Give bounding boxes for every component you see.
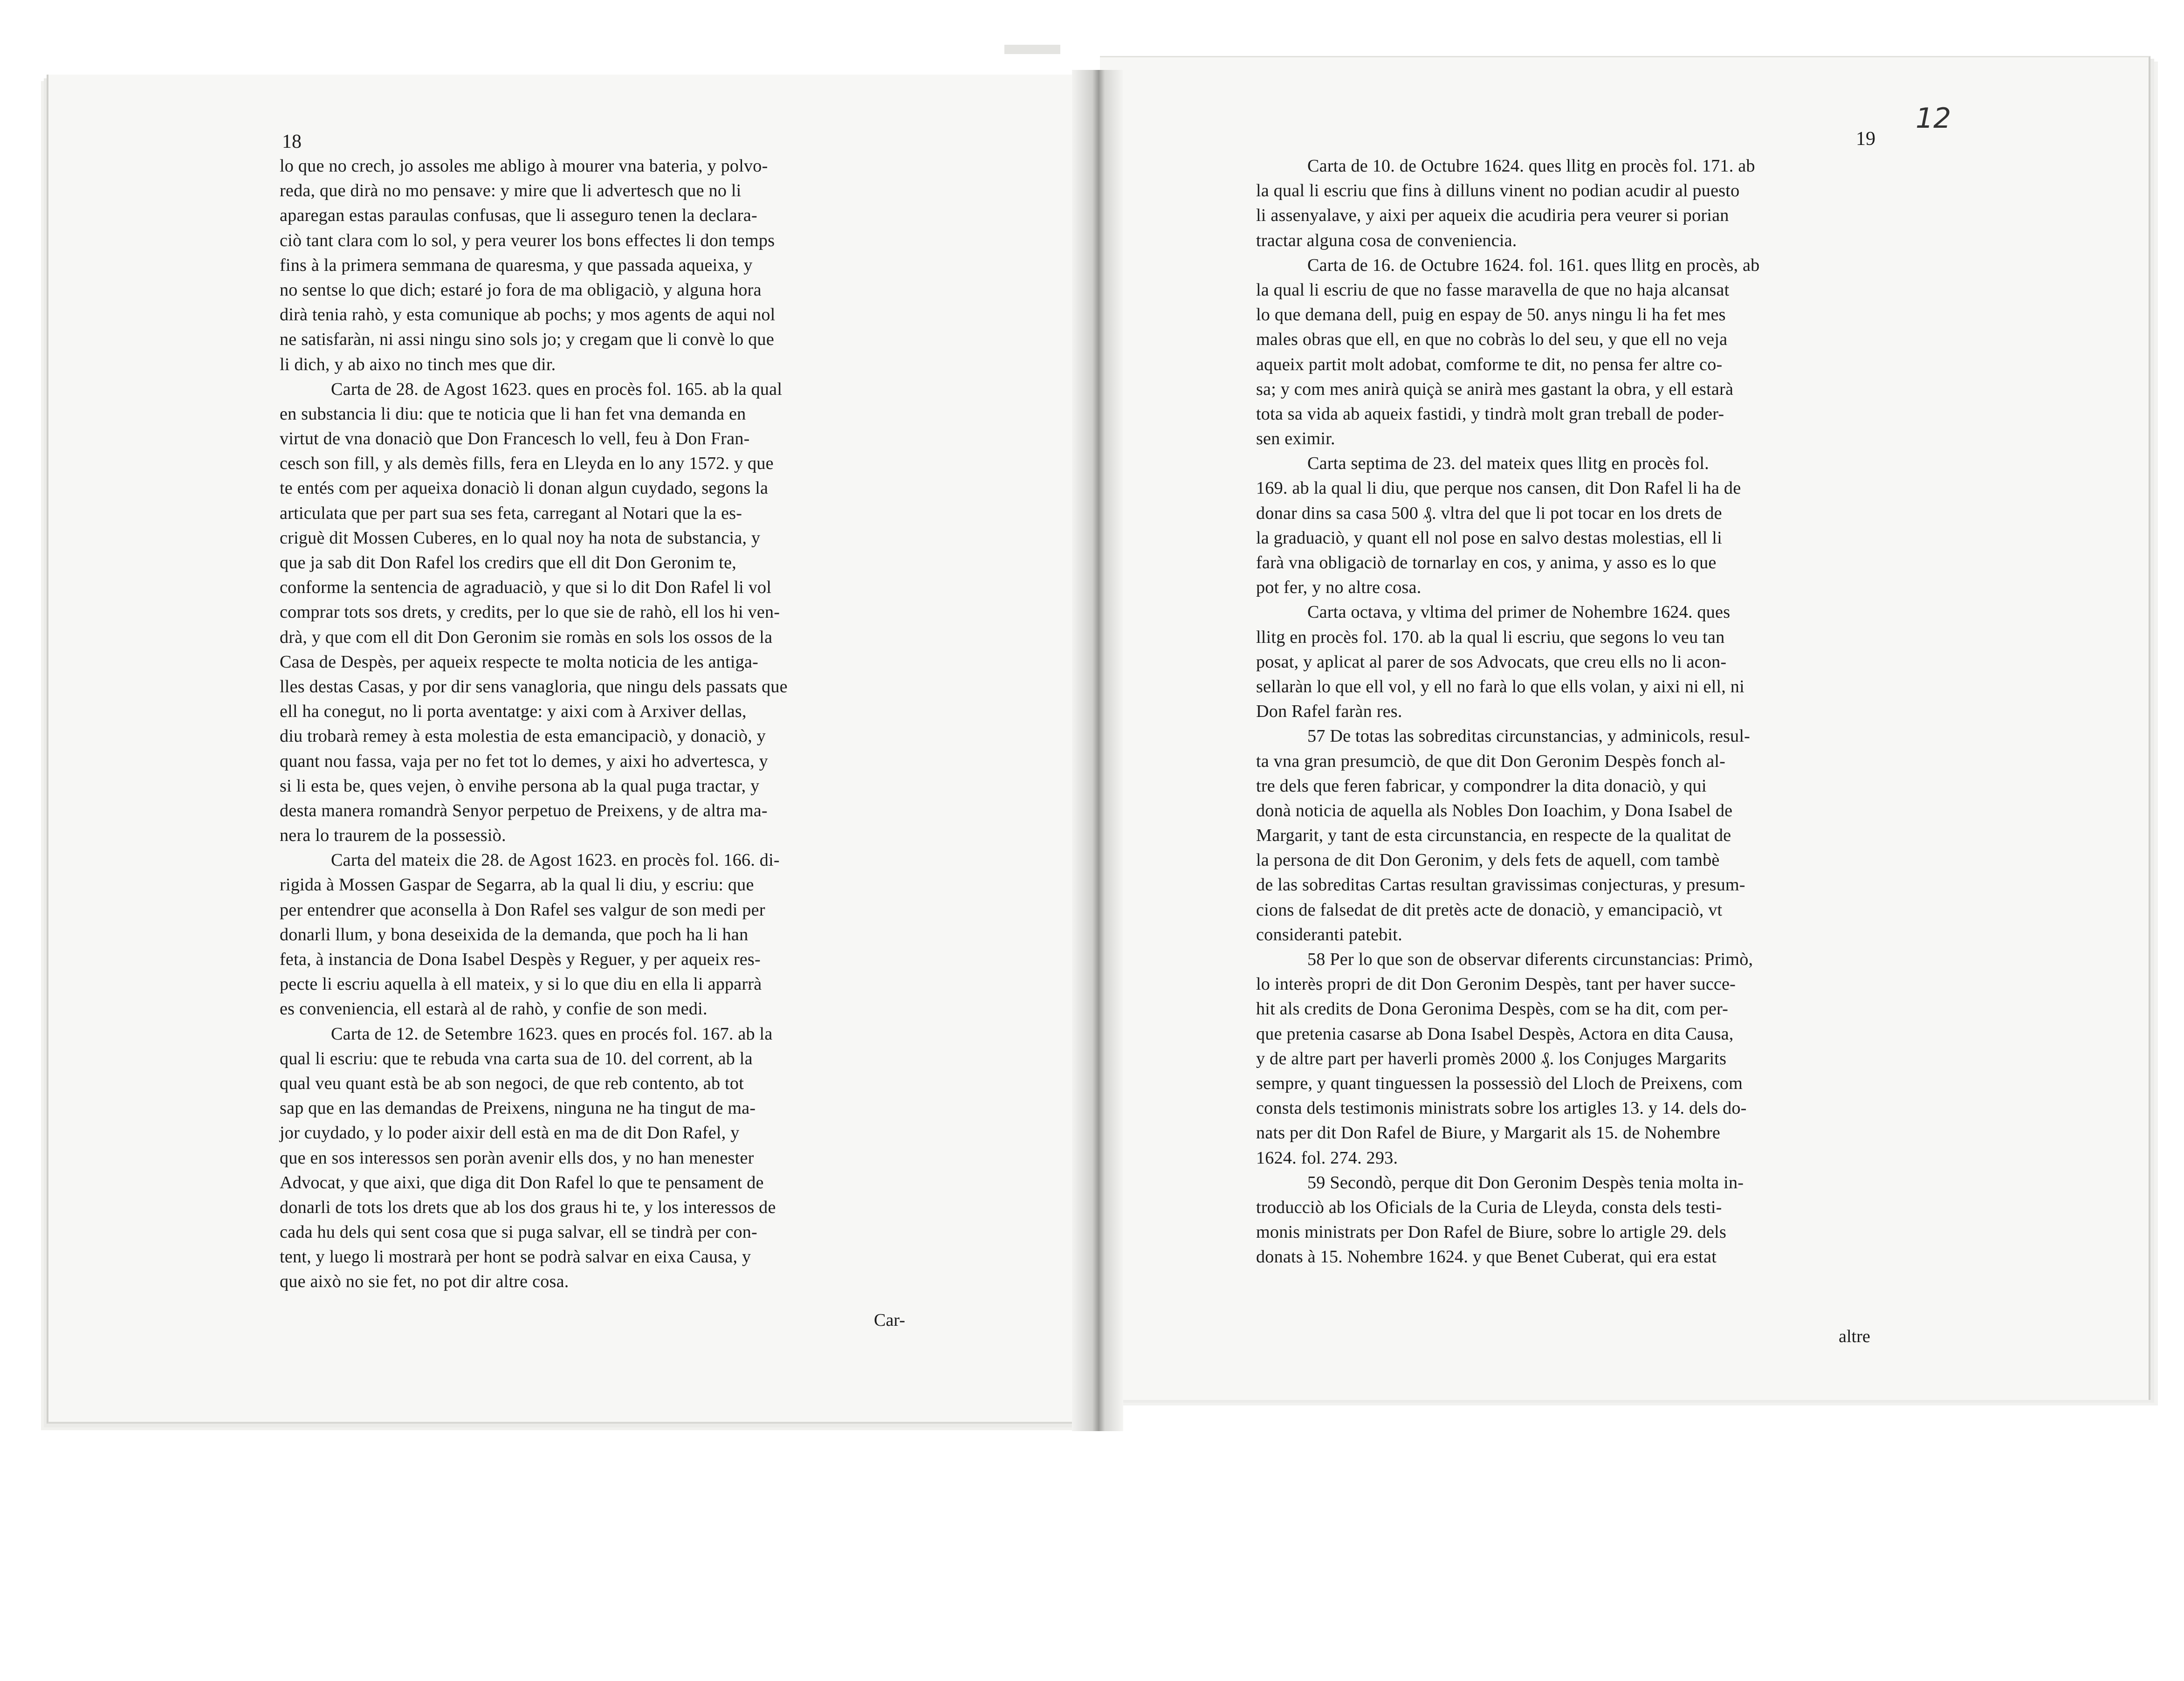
text-line: 58 Per lo que son de observar diferents circunstancias: Primò, [1307, 950, 1753, 969]
text-line: dirà tenia rahò, y esta comunique ab pochs; y mos agents de aqui nol [280, 305, 776, 325]
text-line: jor cuydado, y lo poder aixir dell està en ma de dit Don Rafel, y [280, 1123, 740, 1143]
text-line: aparegan estas paraulas confusas, que li asseguro tenen la declara- [280, 206, 757, 226]
text-line: ta vna gran presumciò, de que dit Don Geronim Despès fonch al- [1256, 751, 1726, 771]
text-line: quant nou fassa, vaja per no fet tot lo demes, y aixi ho advertesca, y [280, 751, 768, 771]
text-line: que ja sab dit Don Rafel los credirs que ell dit Don Geronim te, [280, 553, 736, 572]
page-number-right: 19 [1856, 128, 1875, 150]
text-line: que en sos interessos sen poràn avenir ells dos, y no han menester [280, 1148, 754, 1168]
text-line: Margarit, y tant de esta circunstancia, en respecte de la qualitat de [1256, 826, 1731, 846]
text-line: males obras que ell, en que no cobràs lo del seu, y que ell no veja [1256, 330, 1728, 350]
text-line: qual veu quant està be ab son negoci, de que reb contento, ab tot [280, 1073, 744, 1093]
text-line: ell ha conegut, no li porta aventatge: y aixi com à Arxiver dellas, [280, 702, 747, 722]
text-line: tre dels que feren fabricar, y compondrer la dita donaciò, y qui [1256, 776, 1707, 796]
text-line: farà vna obligaciò de tornarlay en cos, y anima, y asso es lo que [1256, 553, 1717, 572]
text-line: 59 Secondò, perque dit Don Geronim Despès tenia molta in- [1307, 1172, 1744, 1192]
text-line: Advocat, y que aixi, que diga dit Don Rafel lo que te pensament de [280, 1172, 764, 1192]
text-line: lo que no crech, jo assoles me abligo à mourer vna bateria, y polvo- [280, 156, 768, 176]
text-line: lo que demana dell, puig en espay de 50. anys ningu li ha fet mes [1256, 305, 1726, 325]
text-line: en substancia li diu: que te noticia que li han fet vna demanda en [280, 404, 746, 424]
text-line: Casa de Despès, per aqueix respecte te molta noticia de les antiga- [280, 652, 759, 672]
text-line: troducciò ab los Oficials de la Curia de Lleyda, consta dels testi- [1256, 1197, 1722, 1217]
text-line: que això no sie fet, no pot dir altre cosa. [280, 1272, 569, 1292]
text-line: de las sobreditas Cartas resultan gravissimas conjecturas, y presum- [1256, 875, 1745, 895]
text-line: cada hu dels qui sent cosa que si puga salvar, ell se tindrà per con- [280, 1222, 757, 1242]
text-line: articulata que per part sua ses feta, carregant al Notari que la es- [280, 503, 742, 523]
text-line: consta dels testimonis ministrats sobre los artigles 13. y 14. dels do- [1256, 1098, 1747, 1118]
text-line: la persona de dit Don Geronim, y dels fets de aquell, com tambè [1256, 850, 1720, 870]
text-line: Carta de 16. de Octubre 1624. fol. 161. ques llitg en procès, ab [1307, 255, 1760, 275]
text-line: 169. ab la qual li diu, que perque nos cansen, dit Don Rafel li ha de [1256, 478, 1741, 498]
text-line: si li esta be, ques vejen, ò envihe persona ab la qual puga tractar, y [280, 776, 760, 796]
text-line: Carta de 28. de Agost 1623. ques en procès fol. 165. ab la qual [331, 379, 783, 399]
text-line: no sentse lo que dich; estaré jo fora de ma obligaciò, y alguna hora [280, 280, 762, 300]
text-line: li assenyalave, y aixi per aqueix die acudiria pera veurer si porian [1256, 206, 1729, 226]
text-line: Carta del mateix die 28. de Agost 1623. en procès fol. 166. di- [331, 850, 780, 870]
page-edge-mark [1004, 45, 1060, 54]
text-line: monis ministrats per Don Rafel de Biure, sobre lo artigle 29. dels [1256, 1222, 1727, 1242]
text-line: llitg en procès fol. 170. ab la qual li escriu, que segons lo veu tan [1256, 627, 1725, 647]
text-line: conforme la sentencia de agraduaciò, y que si lo dit Don Rafel li vol [280, 578, 772, 598]
text-line: que pretenia casarse ab Dona Isabel Despès, Actora en dita Causa, [1256, 1024, 1734, 1044]
text-line: feta, à instancia de Dona Isabel Despès y Reguer, y per aqueix res- [280, 950, 761, 969]
catchword-left: Car- [874, 1310, 906, 1330]
left-page-text [280, 154, 902, 1295]
text-line: la qual li escriu que fins à dilluns vinent no podian acudir al puesto [1256, 181, 1740, 201]
text-line: diu trobarà remey à esta molestia de esta emancipaciò, y donaciò, y [280, 726, 766, 746]
text-line: sap que en las demandas de Preixens, ninguna ne ha tingut de ma- [280, 1098, 756, 1118]
text-line: nats per dit Don Rafel de Biure, y Margarit als 15. de Nohembre [1256, 1123, 1721, 1143]
text-line: ciò tant clara com lo sol, y pera veurer los bons effectes li don temps [280, 230, 775, 250]
text-line: per entendrer que aconsella à Don Rafel ses valgur de son medi per [280, 900, 765, 920]
text-line: cesch son fill, y als demès fills, fera en Lleyda en lo any 1572. y que [280, 454, 774, 474]
text-line: donà noticia de aquella als Nobles Don Ioachim, y Dona Isabel de [1256, 800, 1733, 820]
text-line: consideranti patebit. [1256, 924, 1402, 944]
text-line: Don Rafel faràn res. [1256, 702, 1402, 722]
text-line: tota sa vida ab aqueix fastidi, y tindrà molt gran treball de poder- [1256, 404, 1724, 424]
text-line: lo interès propri de dit Don Geronim Despès, tant per haver succe- [1256, 974, 1736, 994]
text-line: reda, que dirà no mo pensave: y mire que li advertesch que no li [280, 181, 742, 201]
catchword-right: altre [1839, 1327, 1870, 1346]
text-line: es conveniencia, ell estarà al de rahò, y confie de son medi. [280, 999, 707, 1019]
text-line: pecte li escriu aquella à ell mateix, y si lo que diu en ella li apparrà [280, 974, 762, 994]
text-line: criguè dit Mossen Cuberes, en lo qual noy ha nota de substancia, y [280, 528, 761, 548]
text-line: sen eximir. [1256, 429, 1335, 449]
text-line: 57 De totas las sobreditas circunstancias, y adminicols, resul- [1307, 726, 1751, 746]
text-line: comprar tots sos drets, y credits, per lo que sie de rahò, ell los hi ven- [280, 602, 780, 622]
text-line: rigida à Mossen Gaspar de Segarra, ab la qual li diu, y escriu: que [280, 875, 754, 895]
text-line: nera lo traurem de la possessiò. [280, 826, 506, 846]
text-line: li dich, y ab aixo no tinch mes que dir. [280, 354, 556, 374]
text-line: sa; y com mes anirà quiçà se anirà mes gastant la obra, y ell estarà [1256, 379, 1734, 399]
text-line: cions de falsedat de dit pretès acte de donaciò, y emancipaciò, vt [1256, 900, 1723, 920]
text-line: lles destas Casas, y por dir sens vanagloria, que ningu dels passats que [280, 676, 788, 696]
book-gutter [1072, 70, 1123, 1431]
page-number-left: 18 [282, 131, 302, 152]
text-line: posat, y aplicat al parer de sos Advocats, que creu ells no li acon- [1256, 652, 1727, 672]
text-line: sellaràn lo que ell vol, y ell no farà lo que ells volan, y aixi ni ell, ni [1256, 676, 1744, 696]
text-line: Carta octava, y vltima del primer de Nohembre 1624. ques [1307, 602, 1731, 622]
text-line: y de altre part per haverli promès 2000 ₰. los Conjuges Margarits [1256, 1048, 1727, 1068]
text-line: 1624. fol. 274. 293. [1256, 1148, 1398, 1168]
text-line: la qual li escriu de que no fasse maravella de que no haja alcansat [1256, 280, 1730, 300]
text-line: Carta septima de 23. del mateix ques llitg en procès fol. [1307, 454, 1709, 474]
text-line: tractar alguna cosa de conveniencia. [1256, 230, 1517, 250]
text-line: Carta de 12. de Setembre 1623. ques en procés fol. 167. ab la [331, 1024, 773, 1044]
text-line: desta manera romandrà Senyor perpetuo de Preixens, y de altra ma- [280, 800, 768, 820]
text-line: donarli de tots los drets que ab los dos graus hi te, y los interessos de [280, 1197, 776, 1217]
text-line: qual li escriu: que te rebuda vna carta sua de 10. del corrent, ab la [280, 1048, 753, 1068]
text-line: hit als credits de Dona Geronima Despès, com se ha dit, com per- [1256, 999, 1729, 1019]
text-line: aqueix partit molt adobat, comforme te dit, no pensa fer altre co- [1256, 354, 1723, 374]
text-line: ne satisfaràn, ni assi ningu sino sols jo; y cregam que li convè lo que [280, 330, 774, 350]
text-line: donarli llum, y bona deseixida de la demanda, que poch ha li han [280, 924, 749, 944]
text-line: pot fer, y no altre cosa. [1256, 578, 1422, 598]
text-line: te entés com per aqueixa donaciò li donan algun cuydado, segons la [280, 478, 769, 498]
text-line: fins à la primera semmana de quaresma, y que passada aqueixa, y [280, 255, 753, 275]
text-line: sempre, y quant tinguessen la possessiò del Lloch de Preixens, com [1256, 1073, 1743, 1093]
handwritten-folio-number: 12 [1916, 102, 1951, 135]
text-line: drà, y que com ell dit Don Geronim sie romàs en sols los ossos de la [280, 627, 773, 647]
right-page-text [1256, 154, 1878, 1269]
text-line: Carta de 10. de Octubre 1624. ques llitg en procès fol. 171. ab [1307, 156, 1755, 176]
text-line: donar dins sa casa 500 ₰. vltra del que li pot tocar en los drets de [1256, 503, 1722, 523]
text-line: donats à 15. Nohembre 1624. y que Benet Cuberat, qui era estat [1256, 1247, 1717, 1267]
text-line: virtut de vna donaciò que Don Francesch lo vell, feu à Don Fran- [280, 429, 750, 449]
text-line: la graduaciò, y quant ell nol pose en salvo destas molestias, ell li [1256, 528, 1722, 548]
text-line: tent, y luego li mostrarà per hont se podrà salvar en eixa Causa, y [280, 1247, 751, 1267]
